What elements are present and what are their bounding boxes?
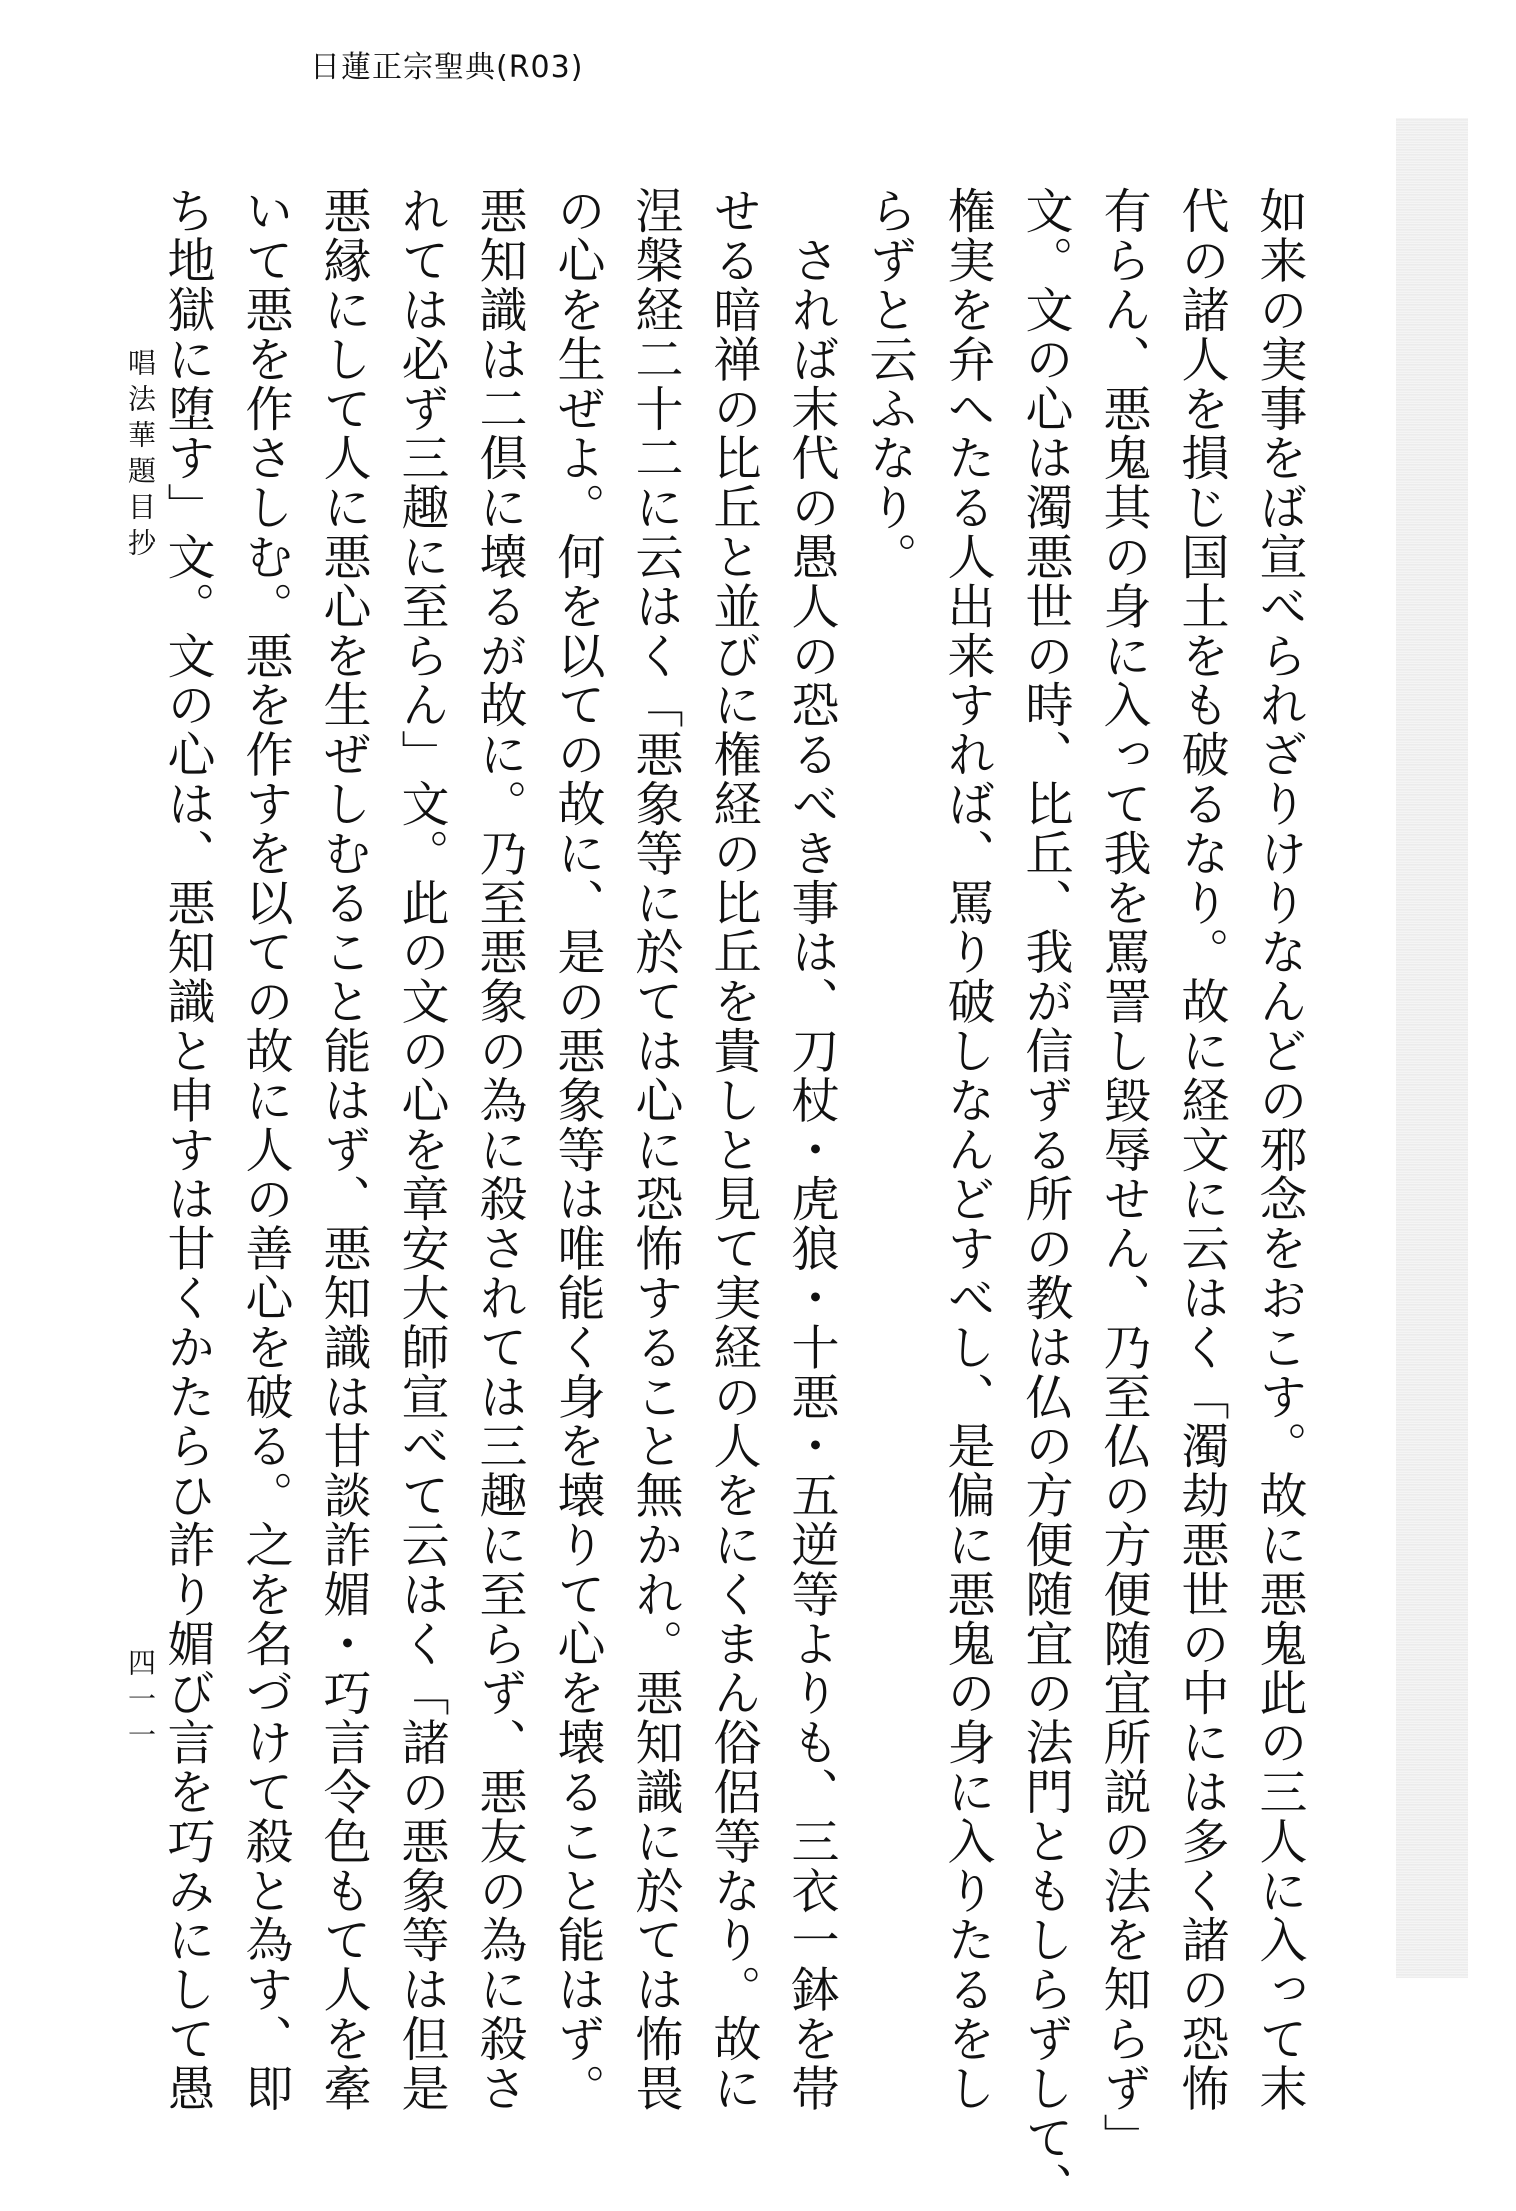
text-column: ち地獄に堕す」文。文の心は、悪知識と申すは甘くかたらひ詐り媚び言を巧みにして愚 <box>159 186 215 2113</box>
text-column: らずと云ふなり。 <box>861 186 917 582</box>
text-column: 権実を弁へたる人出来すれば、罵り破しなんどすべし、是偏に悪鬼の身に入りたるをし <box>939 186 995 2113</box>
text-column: 悪知識は二倶に壊るが故に。乃至悪象の為に殺されては三趣に至らず、悪友の為に殺さ <box>471 186 527 2113</box>
text-column: れては必ず三趣に至らん」文。此の文の心を章安大師宣べて云はく「諸の悪象等は但是 <box>393 186 449 2113</box>
text-column: 文。文の心は濁悪世の時、比丘、我が信ずる所の教は仏の方便随宜の法門ともしらずして、 <box>1017 186 1073 2211</box>
text-column: 涅槃経二十二に云はく「悪象等に於ては心に恐怖すること無かれ。悪知識に於ては怖畏 <box>627 186 683 2113</box>
text-column: せる暗禅の比丘と並びに権経の比丘を貴しと見て実経の人をにくまん俗侶等なり。故に <box>705 186 761 2113</box>
text-column: されば末代の愚人の恐るべき事は、刀杖・虎狼・十悪・五逆等よりも、三衣一鉢を帯 <box>783 186 839 2113</box>
text-column: 如来の実事をば宣べられざりけりなんどの邪念をおこす。故に悪鬼此の三人に入って末 <box>1251 186 1307 2113</box>
text-column: の心を生ぜよ。何を以ての故に、是の悪象等は唯能く身を壊りて心を壊ること能はず。 <box>549 186 605 2113</box>
text-column: 代の諸人を損じ国土をも破るなり。故に経文に云はく「濁劫悪世の中には多く諸の恐怖 <box>1173 186 1229 2113</box>
text-column: 有らん、悪鬼其の身に入って我を罵詈し毀辱せん、乃至仏の方便随宜所説の法を知らず」 <box>1095 186 1151 2162</box>
text-column: 悪縁にして人に悪心を生ぜしむること能はず、悪知識は甘談詐媚・巧言令色もて人を牽 <box>315 186 371 2113</box>
scan-edge-shading <box>1396 118 1468 1978</box>
section-title: 唱法華題目抄 <box>124 348 157 564</box>
page-number: 四一一 <box>124 1648 157 1756</box>
vertical-body-text <box>148 186 1318 2211</box>
page-header-title: 日蓮正宗聖典(R03) <box>310 50 584 85</box>
text-column: いて悪を作さしむ。悪を作すを以ての故に人の善心を破る。之を名づけて殺と為す、即 <box>237 186 293 2113</box>
